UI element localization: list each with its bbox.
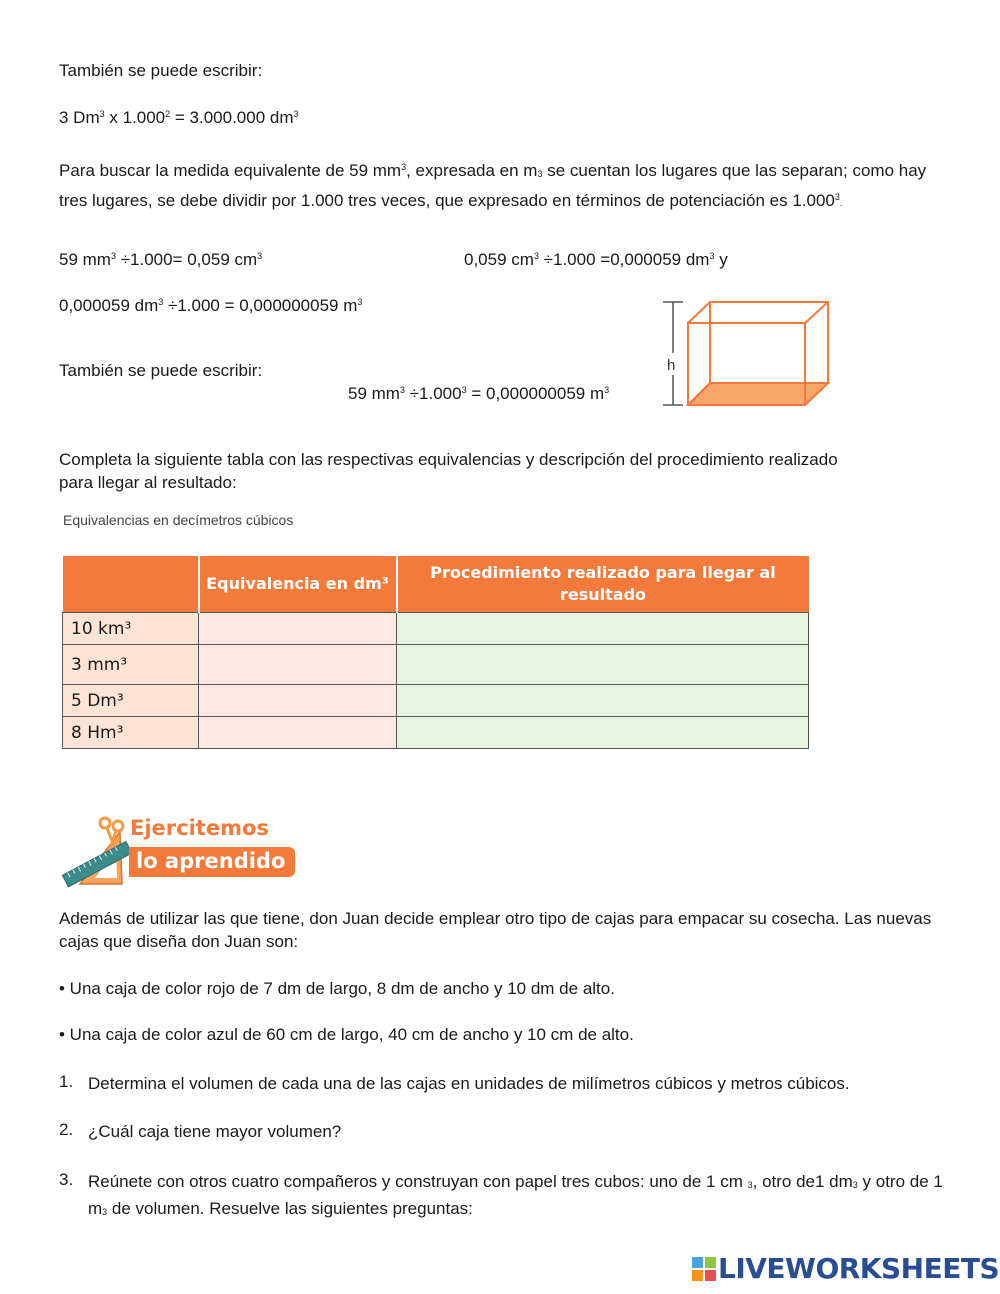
row-label: 5 Dm³ [63, 685, 199, 717]
equation-4: 0,000059 $dm^3 \div 1.000 = 0,000000059$ $m^3$ [59, 296, 363, 315]
section-title-line2: lo aprendido [129, 847, 295, 877]
brand-name: LIVEWORKSHEETS [718, 1252, 1000, 1285]
table-row [63, 717, 809, 749]
question-2-number: 2. [59, 1120, 74, 1139]
prism-base [688, 383, 828, 405]
equivalence-cell[interactable] [199, 717, 397, 749]
question-3-text: Reúnete con otros cuatro compañeros y construyan con papel tres cubos: uno de 1 cm $_3$, otro de1 $dm_3$ y otro de 1 $m_3$ de volumen. Resuelve las siguientes preguntas: [88, 1172, 943, 1218]
table-row [63, 685, 809, 717]
header-blank [63, 556, 199, 613]
equation-1: 3 Dm$^3$ x $1.000^2 = 3.000.000$ $dm^3$ [59, 108, 299, 127]
equation-5: 59 $mm^3 \div 1.000^3 = 0,000000059$ $m^3$ [348, 384, 610, 403]
table-instruction: Completa la siguiente tabla con las respectivas equivalencias y descripción del procedimiento realizado para llegar al resultado: [59, 450, 838, 492]
bullet-red-box: • Una caja de color rojo de 7 dm de largo, 8 dm de ancho y 10 dm de alto. [59, 979, 615, 998]
ruler-scissors-icon [62, 816, 137, 888]
equivalence-cell[interactable] [199, 645, 397, 685]
question-2-text: ¿Cuál caja tiene mayor volumen? [88, 1122, 342, 1141]
bullet-blue-box: • Una caja de color azul de 60 cm de largo, 40 cm de ancho y 10 cm de alto. [59, 1025, 634, 1044]
equivalence-cell[interactable] [199, 613, 397, 645]
story-paragraph: Además de utilizar las que tiene, don Juan decide emplear otro tipo de cajas para empacar su cosecha. Las nuevas cajas que diseña don Juan son: [59, 909, 932, 951]
question-1-text: Determina el volumen de cada una de las cajas en unidades de milímetros cúbicos y metros cúbicos. [88, 1074, 850, 1093]
header-procedure: Procedimiento realizado para llegar al resultado [397, 556, 809, 613]
row-label: 8 Hm³ [63, 717, 199, 749]
table-row [63, 613, 809, 645]
procedure-cell[interactable] [397, 685, 809, 717]
header-equivalence: Equivalencia en dm³ [199, 556, 397, 613]
question-3-number: 3. [59, 1170, 74, 1189]
paragraph-explanation: Para buscar la medida equivalente de 59 $mm^3$, expresada en $m_3$ se cuentan los lugares que las separan; como hay tres lugares, se debe dividir por 1.000 tres veces, que expresado en términos de potenciación es 1.000$^3$. [59, 161, 927, 210]
equation-2: 59 $mm^3 \div 1.000= 0,059$ $cm^3$ [59, 250, 263, 269]
table-title: Equivalencias en decímetros cúbicos [63, 512, 294, 528]
equivalence-table [62, 556, 809, 749]
liveworksheets-logo-icon [692, 1257, 716, 1281]
procedure-cell[interactable] [397, 645, 809, 685]
procedure-cell[interactable] [397, 613, 809, 645]
equation-3: 0,059 $cm^3 \div 1.000 =0,000059$ $dm^3$ y [464, 250, 728, 269]
second-label: También se puede escribir: [59, 361, 263, 380]
section-title-line1: Ejercitemos [130, 816, 269, 840]
procedure-cell[interactable] [397, 717, 809, 749]
question-1-number: 1. [59, 1072, 74, 1091]
height-marker [663, 302, 683, 405]
row-label: 3 mm³ [63, 645, 199, 685]
prism-figure [650, 295, 840, 415]
table-row [63, 645, 809, 685]
row-label: 10 km³ [63, 613, 199, 645]
equivalence-cell[interactable] [199, 685, 397, 717]
intro-label: También se puede escribir: [59, 61, 263, 80]
height-label: h [667, 357, 676, 374]
